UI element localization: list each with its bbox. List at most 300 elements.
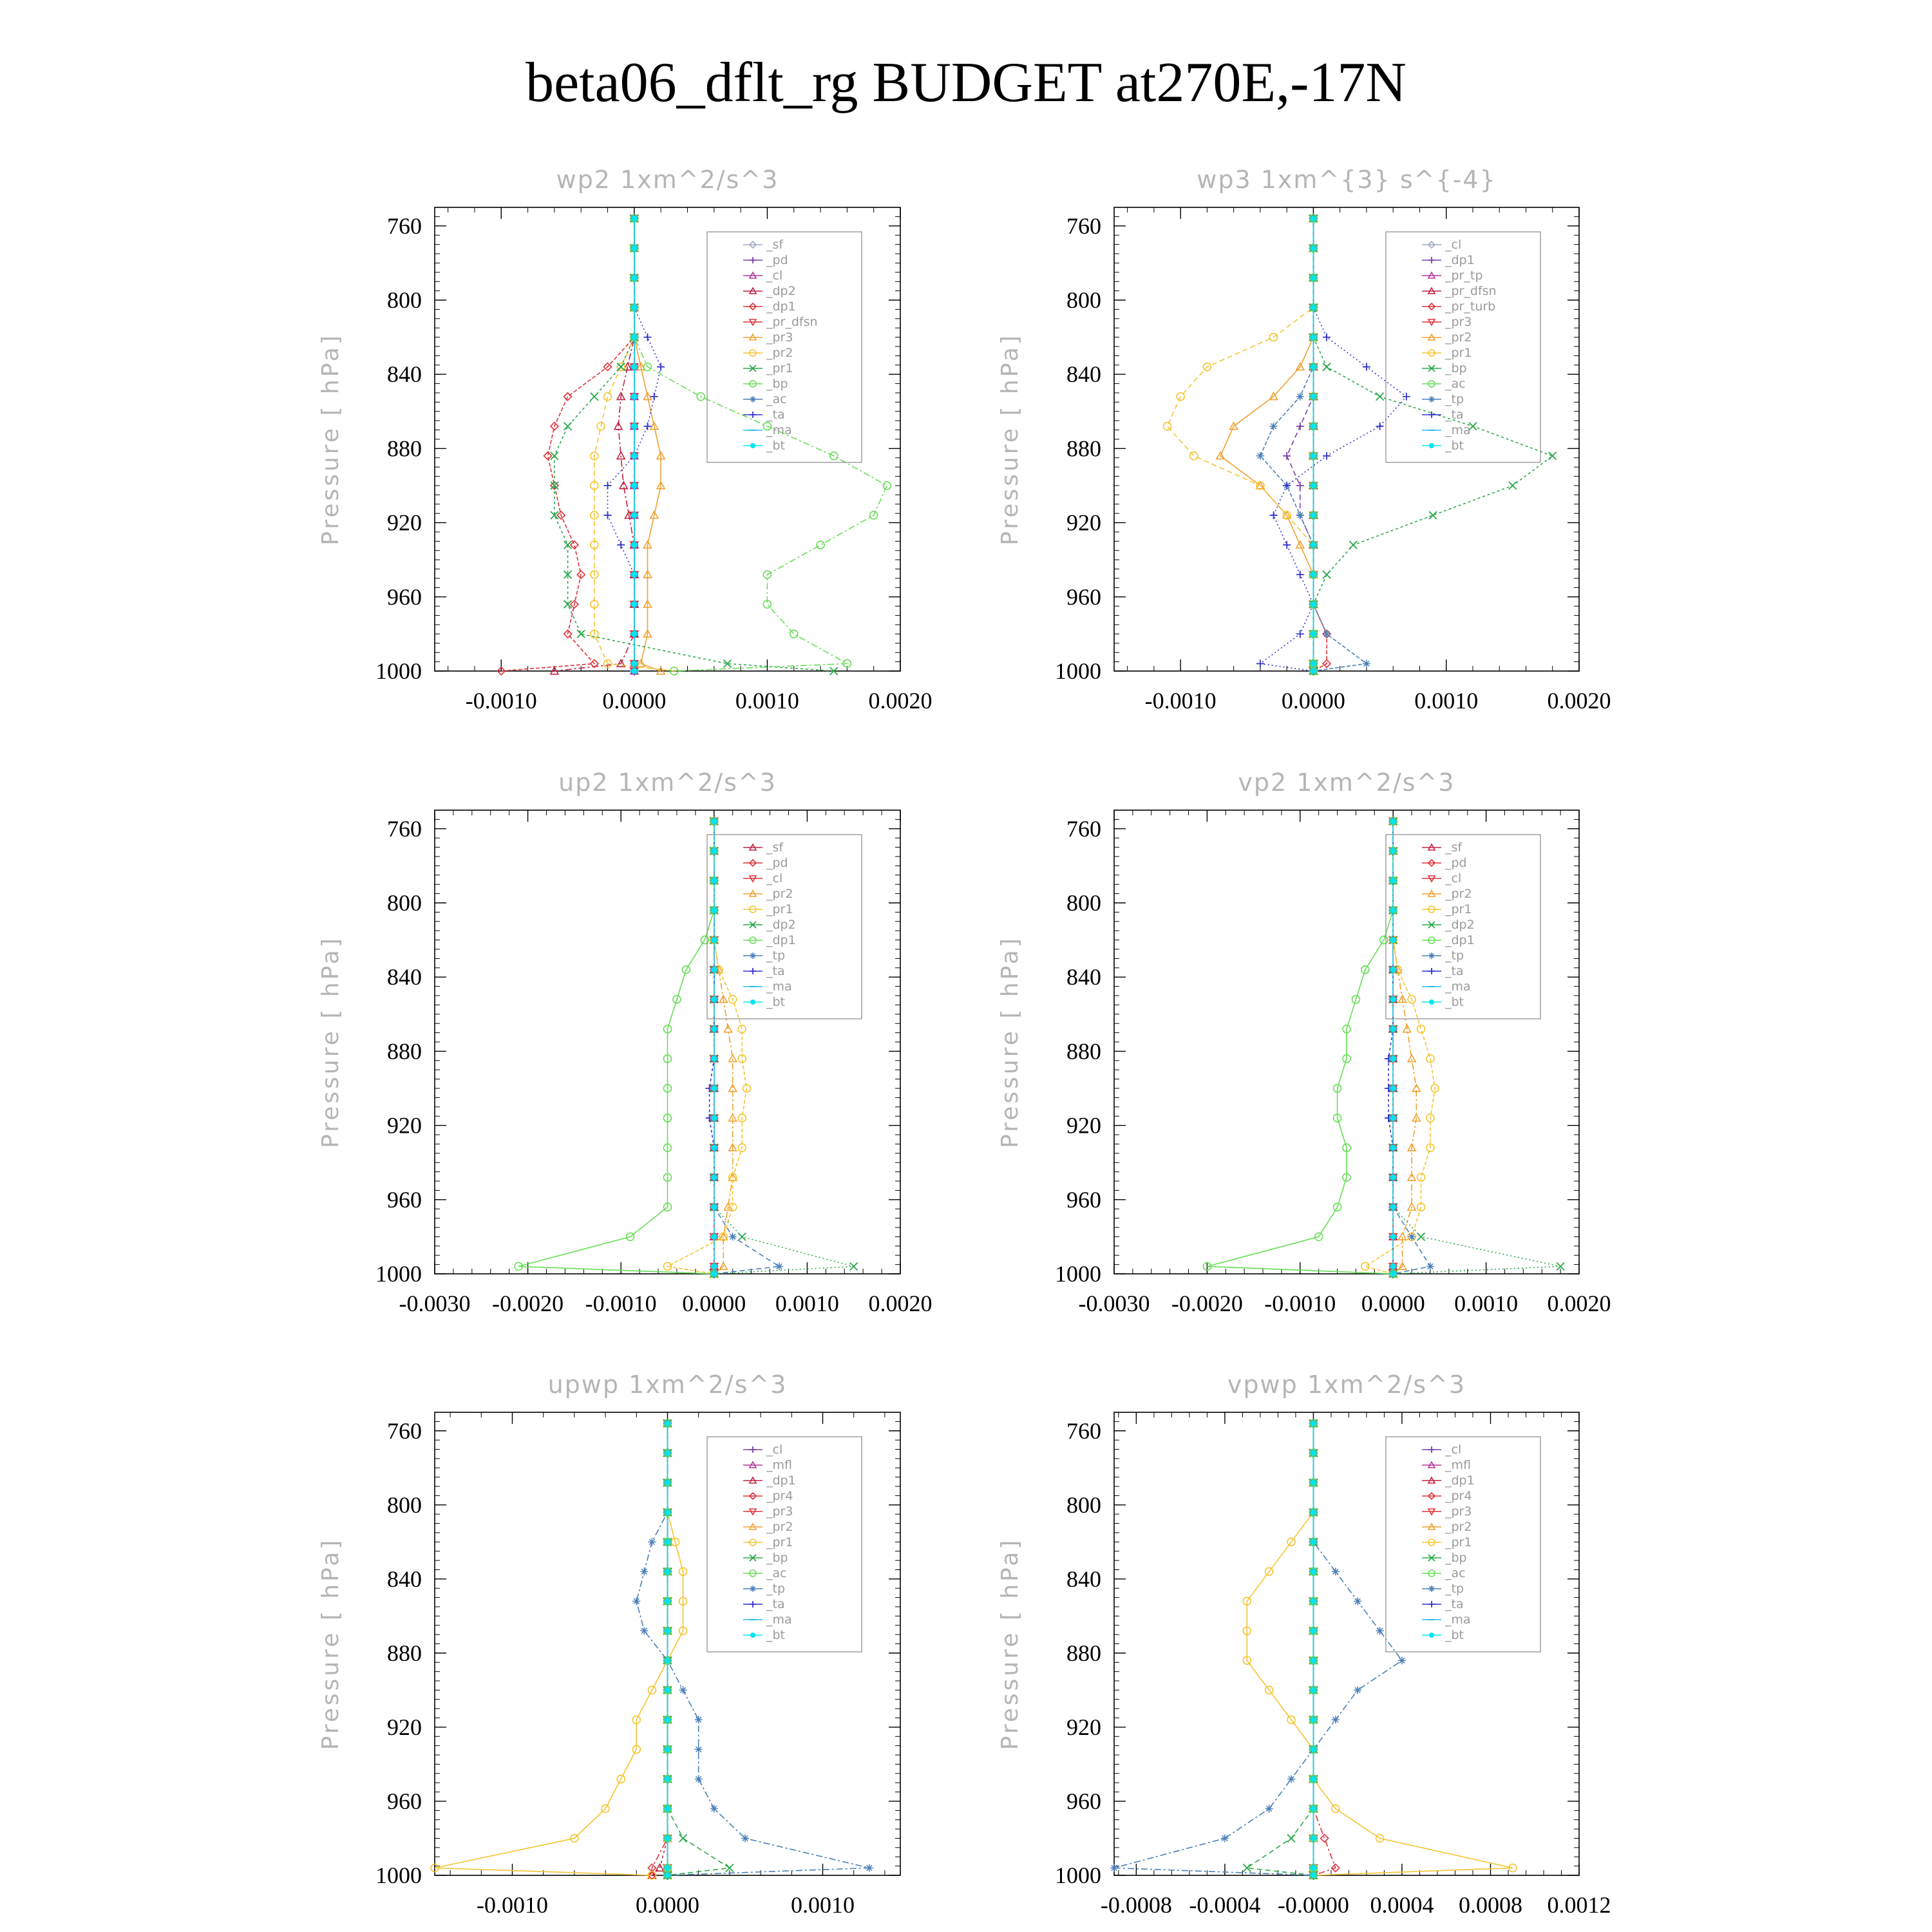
series-pr1 [1243,1419,1517,1879]
y-tick-label: 840 [1066,1566,1101,1592]
series-line [1247,1423,1313,1875]
legend-label: _pr4 [1445,1489,1472,1503]
legend-entry [743,856,788,870]
data-point [1311,601,1317,608]
legend-label: _pr2 [766,1520,793,1534]
data-point [1110,1864,1118,1871]
y-tick-label: 960 [1066,1788,1101,1814]
panel-title: vpwp 1xm^2/s^3 [1227,1370,1466,1399]
data-point [631,571,638,578]
legend-label: _ac [766,392,787,406]
legend-entry [743,1597,785,1611]
data-point [1311,1835,1317,1842]
legend-label: _bp [766,1551,788,1565]
legend-entry [1422,408,1464,422]
x-tick-label: -0.0020 [1171,1291,1243,1316]
data-point [1311,1865,1317,1871]
chart-panel-4 [997,768,1611,1316]
data-point [1311,275,1317,281]
legend-marker [750,257,756,263]
y-tick-label: 760 [387,815,422,842]
series-line [634,218,887,671]
y-axis-label: Pressure [ hPa] [997,333,1023,545]
data-point [1311,1747,1317,1753]
data-point [1390,1204,1396,1211]
y-tick-label: 1000 [375,1862,422,1888]
legend-entry [1422,1551,1467,1565]
y-axis-label: Pressure [ hPa] [997,936,1023,1148]
legend-label: _pr2 [766,887,793,901]
legend-entry [1422,1504,1472,1519]
legend-entry [1422,1443,1461,1457]
data-point [1311,668,1317,674]
series-line [435,1423,683,1875]
legend-entry [1422,299,1495,314]
legend-label: _pr4 [766,1489,793,1503]
data-point [741,1834,749,1842]
plot-frame [1114,207,1579,671]
data-point [1311,661,1317,667]
y-tick-label: 960 [387,1186,422,1213]
series-line [518,821,714,1274]
legend-entry [743,1473,796,1488]
data-point [1323,452,1331,460]
data-point [1296,393,1304,401]
legend-entry [1422,995,1464,1009]
data-point [1311,215,1317,222]
y-tick-label: 920 [387,1112,422,1139]
data-point [1390,1085,1396,1092]
legend-entry [743,887,793,901]
x-tick-label: -0.0008 [1100,1892,1172,1918]
data-point [1509,482,1517,489]
data-point [564,393,572,401]
legend-entry [743,284,796,298]
data-point [711,1234,717,1240]
data-point [1311,1539,1317,1546]
data-point [657,363,665,371]
data-point [665,1510,671,1516]
legend-marker [1428,968,1435,974]
legend-label: _pr1 [766,1535,793,1549]
y-tick-label: 760 [1066,815,1101,842]
legend-marker [750,1633,755,1638]
legend-entry [1422,902,1472,916]
data-point [617,452,625,459]
legend-label: _pr3 [1445,1504,1472,1519]
legend-entry [743,299,796,314]
x-tick-label: 0.0000 [602,688,667,714]
data-point [644,334,652,341]
legend-label: _ac [766,1566,787,1580]
legend-entry [1422,392,1464,406]
data-point [665,1539,671,1546]
data-point [711,1115,717,1121]
legend-entry [1422,423,1471,437]
legend-entry [1422,238,1461,252]
data-point [711,1085,717,1092]
legend-marker [750,412,756,418]
data-point [1311,364,1317,370]
data-point [1417,1025,1425,1033]
data-point [1323,571,1331,578]
panel-title: upwp 1xm^2/s^3 [547,1370,788,1399]
y-tick-label: 1000 [1055,658,1101,684]
legend-label: _bp [1445,361,1467,375]
x-tick-label: -0.0030 [399,1291,471,1316]
x-tick-label: 0.0000 [682,1291,746,1316]
legend-label: _mfl [1445,1458,1471,1472]
legend-entry [1422,1597,1464,1611]
data-point [711,937,717,943]
legend-label: _pr3 [766,1504,793,1519]
data-point [631,512,638,518]
data-point [1311,571,1317,578]
y-tick-label: 1000 [375,1261,422,1287]
legend-entry [1422,856,1467,870]
legend-label: _ta [1445,408,1464,422]
y-tick-label: 760 [387,1417,422,1444]
legend-entry [743,1520,793,1534]
y-tick-label: 840 [387,964,422,990]
data-point [631,453,638,459]
legend-label: _ma [766,1613,792,1627]
legend-label: _ac [1445,1566,1466,1580]
x-tick-label: 0.0010 [775,1291,839,1316]
y-tick-label: 840 [387,361,422,388]
data-point [711,1174,717,1180]
data-point [648,1538,656,1546]
data-point [729,1233,737,1240]
legend-marker [750,1601,756,1607]
data-point [1323,630,1331,638]
y-tick-label: 840 [1066,361,1101,388]
data-point [631,482,638,489]
data-point [665,1747,671,1753]
legend-label: _tp [766,1582,786,1596]
legend-entry [1422,1582,1464,1596]
legend-entry [1422,964,1464,978]
data-point [1311,423,1317,430]
legend-label: _tp [1445,392,1464,406]
legend-entry [1422,887,1472,901]
legend-label: _pr2 [1445,887,1472,901]
y-tick-label: 920 [1066,509,1101,536]
data-point [695,1745,703,1753]
legend-entry [1422,1566,1466,1580]
y-tick-label: 760 [1066,1417,1101,1444]
legend-label: _tp [766,949,786,963]
legend-entry [743,1582,785,1596]
legend-label: _pr_dfsn [1445,284,1497,298]
legend-label: _pr2 [1445,330,1472,345]
data-point [665,1872,671,1879]
legend-label: _sf [766,840,784,855]
plot-frame [435,207,900,671]
series-dp2 [1389,817,1564,1278]
x-tick-label: 0.0020 [1547,688,1611,714]
legend-marker [750,443,755,448]
legend-entry [743,330,793,345]
series-bt [1390,818,1396,1276]
y-axis-label: Pressure [ hPa] [317,333,344,545]
data-point [665,1450,671,1456]
legend-label: _dp1 [766,1473,796,1488]
chart-panel-6 [997,1370,1611,1918]
data-point [1296,482,1304,489]
legend-label: _dp2 [1445,918,1475,932]
x-tick-label: 0.0012 [1547,1892,1611,1918]
data-point [1363,659,1370,667]
data-point [1283,541,1291,549]
legend-entry [743,1551,788,1565]
legend-entry [1422,346,1472,360]
data-point [711,1144,717,1151]
legend-entry [1422,1628,1464,1642]
data-point [711,1264,717,1270]
data-point [632,1597,640,1605]
data-point [604,393,612,401]
data-point [695,1716,703,1723]
data-point [1321,1834,1329,1842]
data-point [679,1686,687,1694]
legend-label: _bp [1445,1551,1467,1565]
legend-entry [743,392,787,406]
data-point [1376,393,1384,401]
y-tick-label: 960 [387,1788,422,1814]
data-point [1390,1174,1396,1180]
legend-entry [1422,284,1497,298]
data-point [631,215,638,222]
panel-title: wp3 1xm^{3} s^{-4} [1197,166,1497,194]
y-tick-label: 1000 [375,658,422,684]
y-tick-label: 880 [1066,1038,1101,1065]
series-line [1260,218,1406,671]
legend-label: _pr1 [1445,1535,1472,1549]
data-point [1270,511,1278,519]
series-tp [1110,1419,1406,1879]
y-tick-label: 960 [387,583,422,610]
data-point [1311,393,1317,400]
series-dp1 [1203,817,1397,1278]
legend-marker [1429,1633,1434,1638]
data-point [1390,996,1396,1003]
legend-label: _pd [766,856,788,870]
legend-label: _cl [766,871,783,886]
legend-marker [750,952,756,959]
x-tick-label: 0.0004 [1370,1892,1434,1918]
legend-marker [750,1586,756,1592]
data-point [1311,305,1317,311]
data-point [1390,1056,1396,1062]
data-point [775,1262,783,1270]
legend-entry [743,902,793,916]
x-tick-label: 0.0000 [1281,688,1345,714]
y-tick-label: 920 [387,509,422,536]
data-point [1311,1569,1317,1575]
x-tick-label: -0.0030 [1078,1291,1150,1316]
legend-label: _cl [1445,238,1462,252]
legend-label: _ma [766,423,792,437]
data-point [665,1865,671,1871]
data-point [679,1834,687,1842]
series-bp [630,214,891,675]
legend-entry [1422,918,1475,932]
legend-label: _dp1 [1445,253,1475,267]
x-tick-label: -0.0010 [1144,688,1217,714]
data-point [665,1717,671,1723]
y-axis-label: Pressure [ hPa] [317,936,344,1148]
data-point [1270,422,1278,430]
legend-entry [1422,315,1472,329]
y-tick-label: 880 [387,1640,422,1666]
data-point [665,1479,671,1486]
legend-marker [750,999,755,1005]
y-tick-label: 760 [1066,213,1101,239]
series-bp [664,1419,734,1879]
y-tick-label: 960 [1066,1186,1101,1213]
legend-entry [743,238,784,252]
chart-panel-1 [317,166,933,714]
data-point [711,1271,717,1277]
page-title: beta06_dflt_rg BUDGET at270E,-17N [526,52,1406,114]
legend-marker [1429,443,1434,448]
legend-marker [1428,396,1435,402]
legend-marker [1428,952,1435,959]
legend-label: _cl [766,1443,783,1457]
data-point [1311,245,1317,252]
data-point [1311,1598,1317,1605]
y-tick-label: 760 [387,213,422,239]
data-point [1311,1776,1317,1783]
data-point [1323,363,1331,371]
data-point [1311,631,1317,638]
x-tick-label: 0.0020 [868,1291,933,1316]
x-tick-label: 0.0010 [1454,1291,1519,1316]
series-ta [1256,214,1410,675]
data-point [1256,659,1264,667]
legend-label: _mfl [766,1458,792,1472]
legend-entry [743,377,788,391]
data-point [1390,1144,1396,1151]
chart-panel-3 [317,768,933,1316]
data-point [817,541,824,549]
legend-entry [743,933,796,947]
y-tick-label: 960 [1066,583,1101,610]
data-point [710,1804,718,1812]
data-point [1296,422,1304,430]
y-tick-label: 800 [387,890,422,916]
data-point [1287,1834,1295,1842]
legend-entry [743,840,784,855]
data-point [631,364,638,370]
data-point [571,541,578,549]
data-point [640,1567,648,1575]
data-point [1311,1510,1317,1516]
y-tick-label: 800 [387,287,422,313]
legend-label: _pr1 [1445,346,1472,360]
legend-label: _bt [766,995,786,1009]
legend-entry [743,253,788,267]
data-point [665,1835,671,1842]
legend-entry [1422,1489,1472,1503]
data-point [665,1687,671,1694]
legend-marker [1428,1601,1435,1607]
y-axis-label: Pressure [ hPa] [997,1537,1023,1750]
legend-entry [1422,439,1464,453]
data-point [617,363,625,371]
legend-entry [743,1566,787,1580]
legend-entry [743,346,793,360]
data-point [711,1026,717,1032]
series-pr1 [1164,214,1318,675]
legend-entry [1422,871,1461,886]
legend-label: _pr1 [1445,902,1472,916]
x-tick-label: -0.0010 [585,1291,657,1316]
data-point [1408,1055,1416,1062]
y-tick-label: 880 [1066,435,1101,462]
data-point [1398,1656,1406,1664]
data-point [1311,1872,1317,1879]
x-tick-label: 0.0000 [1361,1291,1425,1316]
data-point [1426,1262,1434,1270]
legend-entry [743,1535,793,1549]
data-point [631,668,638,674]
legend-label: _ta [766,408,785,422]
data-point [866,1864,873,1871]
data-point [1221,1834,1229,1842]
data-point [631,661,638,667]
legend-entry [743,964,785,978]
y-tick-label: 880 [387,435,422,462]
data-point [1354,1686,1361,1694]
data-point [1311,1628,1317,1634]
x-tick-label: 0.0020 [868,688,933,714]
legend-marker [1428,1446,1435,1453]
y-tick-label: 800 [1066,1492,1101,1518]
data-point [1311,512,1317,518]
series-line [668,1423,730,1875]
series-pr1 [431,1419,687,1879]
legend-entry [1422,1535,1472,1549]
data-point [1283,452,1291,460]
legend-entry [743,995,785,1009]
legend-marker [1428,257,1435,263]
data-point [695,1775,703,1783]
data-point [1311,1806,1317,1812]
series-line [1207,821,1393,1274]
data-point [1390,878,1396,884]
series-bt [1311,1420,1317,1878]
legend-entry [743,949,785,963]
data-point [631,305,638,311]
data-point [729,1055,737,1062]
legend-entry [743,918,796,932]
y-tick-label: 880 [387,1038,422,1065]
data-point [631,542,638,548]
y-tick-label: 920 [1066,1714,1101,1740]
series-line [634,218,661,671]
legend-label: _pr_dfsn [766,315,818,329]
data-point [1287,1775,1295,1783]
y-tick-label: 800 [1066,890,1101,916]
legend-entry [1422,1473,1475,1488]
data-point [1311,482,1317,489]
legend-entry [1422,840,1463,855]
x-tick-label: -0.0020 [492,1291,564,1316]
data-point [711,818,717,824]
legend-label: _cl [766,269,783,283]
